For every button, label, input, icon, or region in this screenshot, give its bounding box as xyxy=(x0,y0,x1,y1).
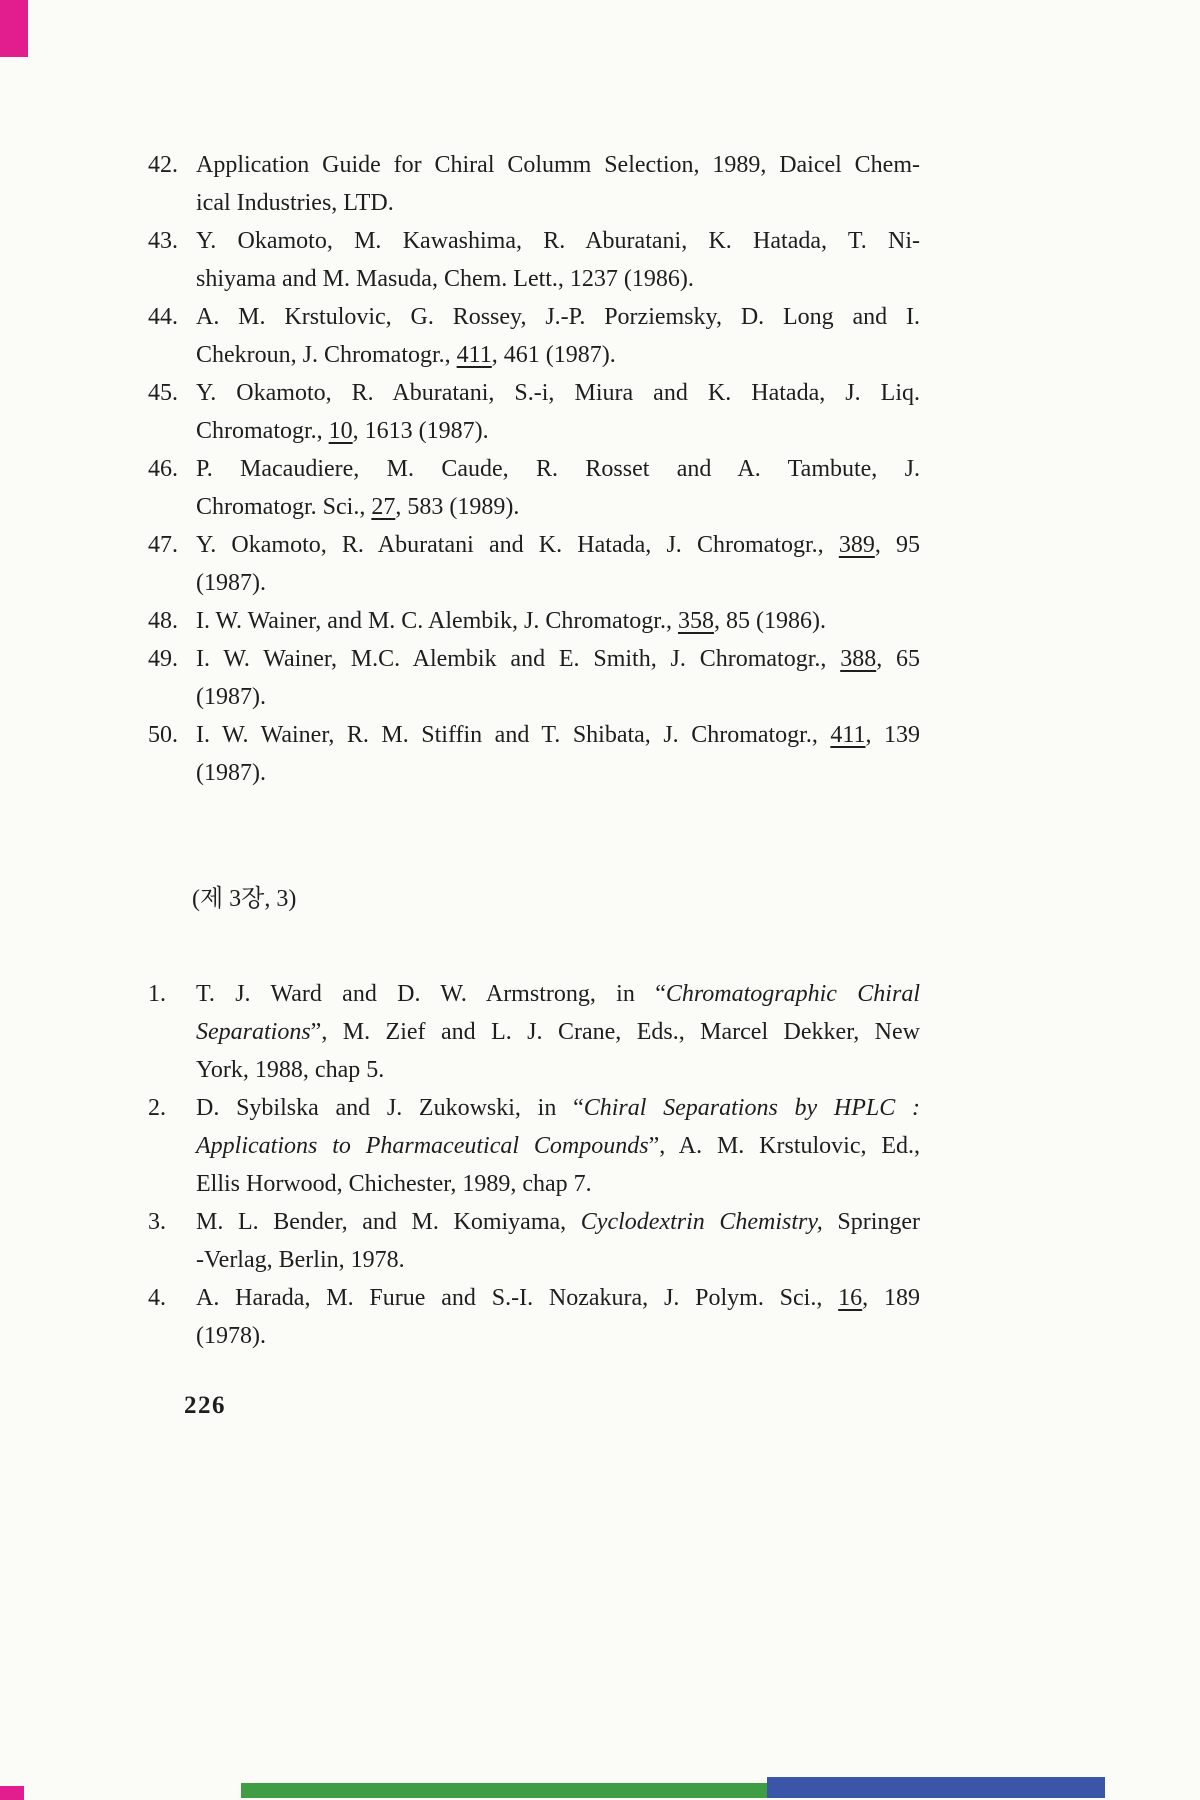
reference-line: A. M. Krstulovic, G. Rossey, J.-P. Porziemsky, D. Long and I. xyxy=(196,304,920,330)
reference-item xyxy=(148,222,920,298)
scan-artifact-magenta-top-left xyxy=(0,0,28,57)
reference-item xyxy=(148,298,920,374)
reference-number: 50. xyxy=(148,722,178,748)
reference-text xyxy=(196,1089,920,1203)
reference-text xyxy=(196,602,920,640)
reference-text xyxy=(196,640,920,716)
scan-artifact-blue-strip xyxy=(767,1777,1105,1798)
reference-text xyxy=(196,298,920,374)
reference-line: Separations”, M. Zief and L. J. Crane, Eds., Marcel Dekker, New xyxy=(196,1019,920,1045)
reference-line: A. Harada, M. Furue and S.-I. Nozakura, J. Polym. Sci., 16, 189 xyxy=(196,1285,920,1311)
reference-number: 3. xyxy=(148,1209,166,1235)
reference-line: P. Macaudiere, M. Caude, R. Rosset and A. Tambute, J. xyxy=(196,456,920,482)
reference-item xyxy=(148,640,920,716)
reference-number: 42. xyxy=(148,152,178,178)
reference-number: 47. xyxy=(148,532,178,558)
reference-text xyxy=(196,716,920,792)
reference-line: Applications to Pharmaceutical Compounds”, A. M. Krstulovic, Ed., xyxy=(196,1133,920,1159)
reference-text xyxy=(196,1279,920,1355)
reference-number: 49. xyxy=(148,646,178,672)
reference-line: Chromatogr. Sci., 27, 583 (1989). xyxy=(196,494,520,520)
reference-line: D. Sybilska and J. Zukowski, in “Chiral Separations by HPLC : xyxy=(196,1095,920,1121)
reference-line: T. J. Ward and D. W. Armstrong, in “Chromatographic Chiral xyxy=(196,981,920,1007)
reference-line: I. W. Wainer, and M. C. Alembik, J. Chromatogr., 358, 85 (1986). xyxy=(196,608,826,634)
reference-line: Chromatogr., 10, 1613 (1987). xyxy=(196,418,489,444)
reference-line: shiyama and M. Masuda, Chem. Lett., 1237 (1986). xyxy=(196,266,694,292)
reference-item xyxy=(148,450,920,526)
reference-text xyxy=(196,526,920,602)
scan-artifact-green-strip xyxy=(241,1783,768,1798)
reference-text xyxy=(196,1203,920,1279)
reference-line: I. W. Wainer, M.C. Alembik and E. Smith, J. Chromatogr., 388, 65 xyxy=(196,646,921,672)
reference-line: (1987). xyxy=(196,760,266,786)
reference-line: Ellis Horwood, Chichester, 1989, chap 7. xyxy=(196,1171,592,1197)
reference-item xyxy=(148,716,920,792)
reference-list-top xyxy=(148,146,920,792)
reference-text xyxy=(196,222,920,298)
reference-line: Chekroun, J. Chromatogr., 411, 461 (1987). xyxy=(196,342,616,368)
scan-artifact-magenta-bottom-left xyxy=(0,1786,24,1800)
reference-line: M. L. Bender, and M. Komiyama, Cyclodextrin Chemistry, Springer xyxy=(196,1209,921,1235)
reference-line: Application Guide for Chiral Columm Selection, 1989, Daicel Chem- xyxy=(196,152,920,178)
reference-text xyxy=(196,374,920,450)
reference-text xyxy=(196,450,920,526)
reference-number: 2. xyxy=(148,1095,166,1121)
reference-number: 1. xyxy=(148,981,166,1007)
reference-number: 43. xyxy=(148,228,178,254)
reference-item xyxy=(148,526,920,602)
reference-line: I. W. Wainer, R. M. Stiffin and T. Shibata, J. Chromatogr., 411, 139 xyxy=(196,722,921,748)
reference-number: 45. xyxy=(148,380,178,406)
reference-line: -Verlag, Berlin, 1978. xyxy=(196,1247,405,1273)
reference-text xyxy=(196,146,920,222)
reference-line: (1978). xyxy=(196,1323,266,1349)
reference-line: ical Industries, LTD. xyxy=(196,190,394,216)
reference-number: 46. xyxy=(148,456,178,482)
reference-item xyxy=(148,1203,920,1279)
reference-number: 4. xyxy=(148,1285,166,1311)
reference-item xyxy=(148,975,920,1089)
page-content xyxy=(148,146,920,1355)
reference-list-bottom xyxy=(148,975,920,1355)
reference-line: Y. Okamoto, R. Aburatani and K. Hatada, J. Chromatogr., 389, 95 xyxy=(196,532,920,558)
reference-line: Y. Okamoto, M. Kawashima, R. Aburatani, K. Hatada, T. Ni- xyxy=(196,228,920,254)
reference-number: 48. xyxy=(148,608,178,634)
page-number: 226 xyxy=(184,1392,226,1419)
reference-item xyxy=(148,146,920,222)
reference-line: York, 1988, chap 5. xyxy=(196,1057,385,1083)
reference-line: Y. Okamoto, R. Aburatani, S.-i, Miura and K. Hatada, J. Liq. xyxy=(196,380,920,406)
reference-number: 44. xyxy=(148,304,178,330)
reference-item xyxy=(148,1089,920,1203)
reference-line: (1987). xyxy=(196,684,266,710)
reference-line: (1987). xyxy=(196,570,266,596)
reference-text xyxy=(196,975,920,1089)
section-label: (제 3장, 3) xyxy=(192,886,297,912)
reference-item xyxy=(148,374,920,450)
reference-item xyxy=(148,602,920,640)
reference-item xyxy=(148,1279,920,1355)
